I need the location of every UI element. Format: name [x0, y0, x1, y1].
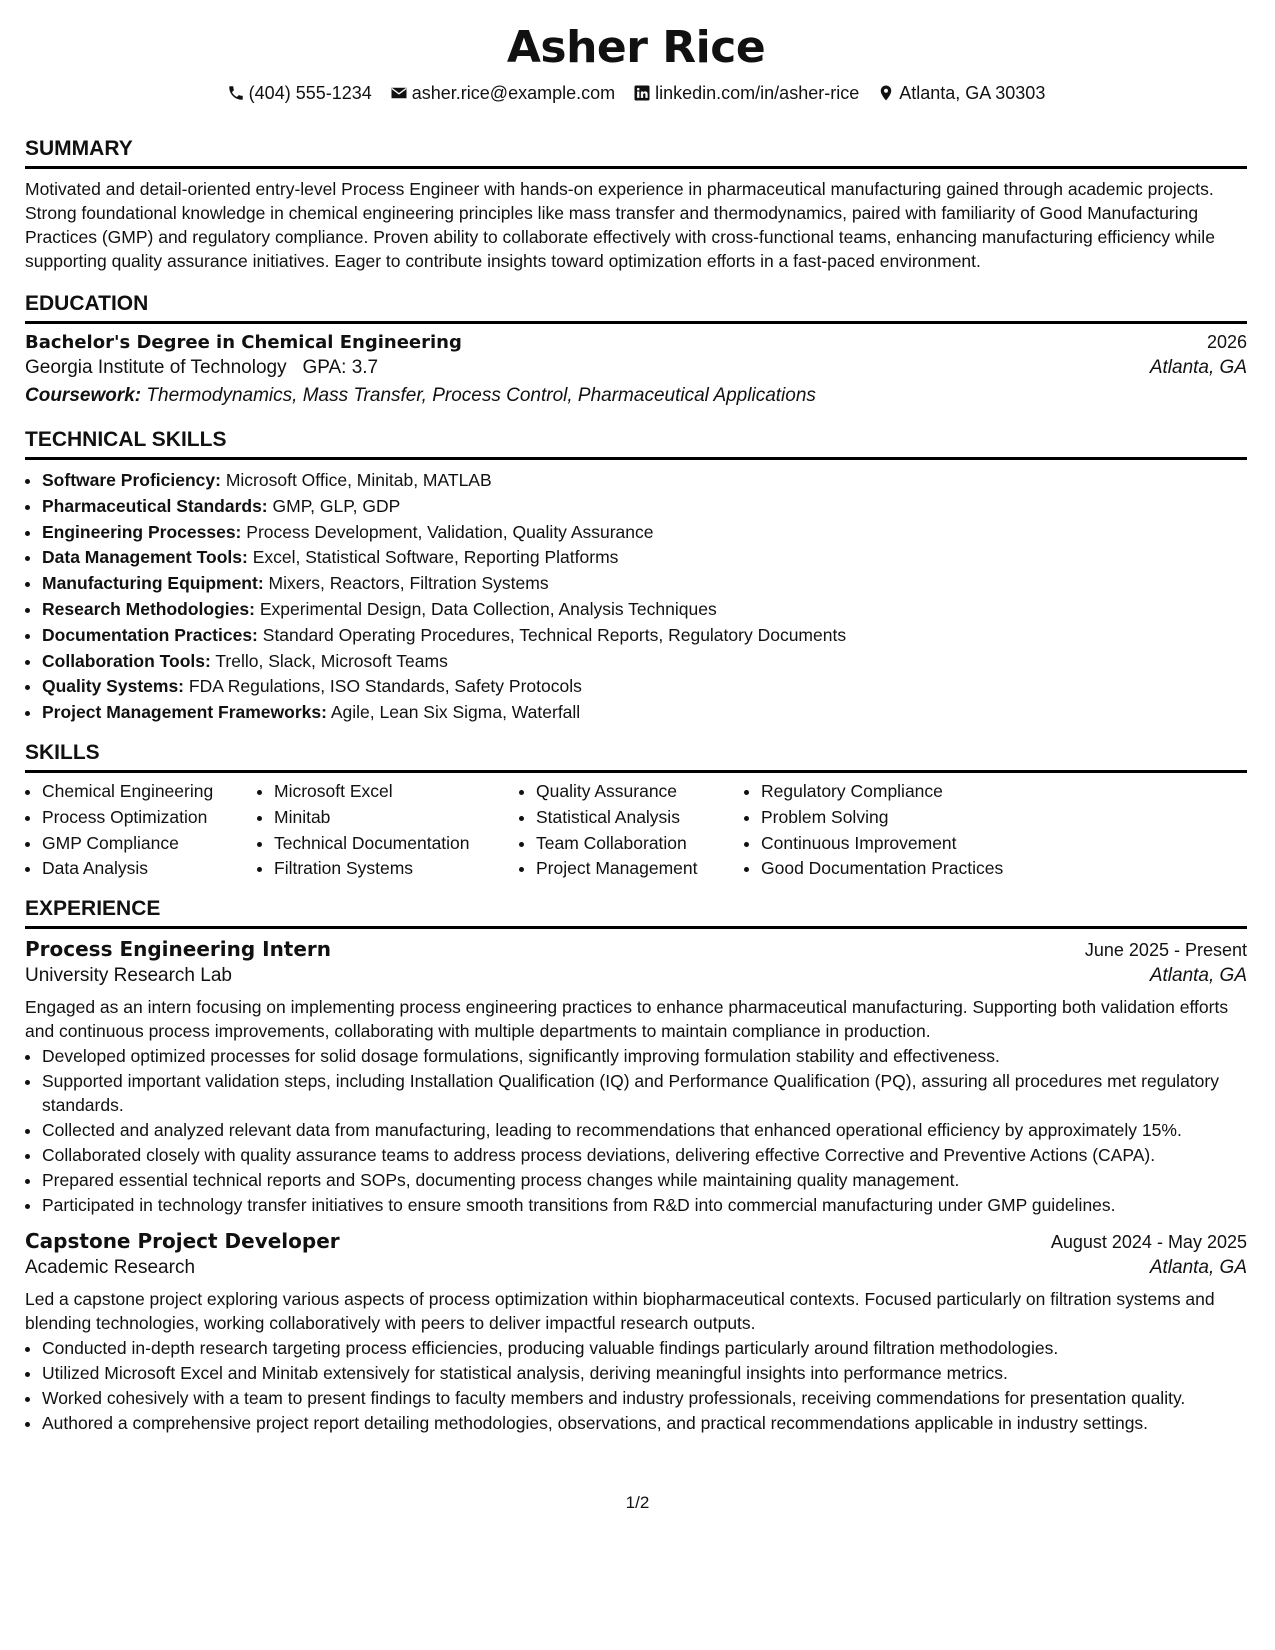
tech-skill-label: Project Management Frameworks: — [42, 702, 327, 723]
graduation-year: 2026 — [1206, 332, 1247, 352]
experience-header-row — [25, 937, 1247, 961]
coursework-line — [25, 385, 1247, 407]
skill-item: • Continuous Improvement — [761, 831, 1061, 857]
skill-item: • Minitab — [274, 805, 519, 831]
tech-skill-value: Process Development, Validation, Quality Assurance — [246, 521, 654, 542]
skill-item: • GMP Compliance — [42, 831, 257, 857]
skill-item: • Filtration Systems — [274, 856, 519, 882]
skill-item: • Project Management — [536, 856, 744, 882]
tech-skill-label: Documentation Practices: — [42, 624, 258, 645]
experience-entry — [25, 1229, 1247, 1435]
tech-skill-label: Pharmaceutical Standards: — [42, 495, 268, 516]
job-bullet: • Worked cohesively with a team to present findings to faculty members and industry professionals, receiving commendations for presentation quality. — [42, 1386, 1247, 1410]
phone-text: (404) 555-1234 — [248, 83, 372, 103]
tech-skill-label: Quality Systems: — [42, 676, 184, 697]
job-bullet: • Supported important validation steps, including Installation Qualification (IQ) and Performance Qualification (PQ), assuring all procedures met regulatory standards. — [42, 1069, 1247, 1117]
tech-skill-item — [42, 597, 1247, 623]
degree-title: Bachelor's Degree in Chemical Engineering — [25, 332, 462, 353]
skill-item: • Quality Assurance — [536, 779, 744, 805]
skills-column — [519, 779, 744, 882]
job-bullet: • Conducted in-depth research targeting process efficiencies, producing valuable findings particularly around filtration methodologies. — [42, 1336, 1247, 1360]
coursework-list: Thermodynamics, Mass Transfer, Process Control, Pharmaceutical Applications — [146, 385, 816, 406]
gpa: GPA: 3.7 — [302, 357, 379, 378]
experience-org-row — [25, 965, 1247, 987]
tech-skill-value: Agile, Lean Six Sigma, Waterfall — [330, 702, 581, 723]
contact-email[interactable] — [390, 80, 615, 106]
skill-item: • Team Collaboration — [536, 831, 744, 857]
tech-skill-item — [42, 520, 1247, 546]
experience-section — [25, 896, 1247, 1435]
tech-skill-value: Trello, Slack, Microsoft Teams — [215, 650, 448, 671]
tech-skill-label: Collaboration Tools: — [42, 650, 211, 671]
organization: Academic Research — [25, 1257, 196, 1279]
job-bullet: • Prepared essential technical reports and SOPs, documenting process changes while maintaining quality management. — [42, 1168, 1247, 1192]
tech-skill-label: Research Methodologies: — [42, 598, 255, 619]
tech-skill-value: GMP, GLP, GDP — [272, 495, 401, 516]
skills-grid — [25, 779, 1247, 882]
education-section — [25, 291, 1247, 407]
map-pin-icon — [877, 84, 895, 102]
phone-icon — [227, 84, 245, 102]
tech-skill-label: Manufacturing Equipment: — [42, 573, 264, 594]
experience-entry — [25, 937, 1247, 1217]
job-bullet: • Developed optimized processes for solid dosage formulations, significantly improving formulation stability and effectiveness. — [42, 1044, 1247, 1068]
tech-skill-item — [42, 649, 1247, 675]
contact-phone[interactable] — [227, 80, 372, 106]
contact-location — [877, 80, 1045, 106]
skill-item: • Chemical Engineering — [42, 779, 257, 805]
experience-org-row — [25, 1257, 1247, 1279]
school-line — [25, 357, 378, 379]
job-description: Led a capstone project exploring various aspects of process optimization within biopharmaceutical contexts. Focused particularly on filtration systems and blending technologies, working collaboratively with peers to deliver impactful research outputs. — [25, 1289, 1215, 1334]
job-bullets — [25, 1044, 1247, 1217]
skill-item: • Statistical Analysis — [536, 805, 744, 831]
education-header-row — [25, 332, 1247, 353]
linkedin-text: linkedin.com/in/asher-rice — [655, 83, 860, 103]
tech-skill-value: FDA Regulations, ISO Standards, Safety Protocols — [188, 676, 582, 697]
linkedin-icon — [633, 84, 651, 102]
tech-skill-value: Excel, Statistical Software, Reporting Platforms — [252, 547, 619, 568]
school-name: Georgia Institute of Technology — [25, 357, 287, 378]
job-bullet: • Participated in technology transfer initiatives to ensure smooth transitions from R&D into commercial manufacturing under GMP guidelines. — [42, 1193, 1247, 1217]
skill-item: • Regulatory Compliance — [761, 779, 1061, 805]
tech-skill-item — [42, 468, 1247, 494]
tech-skill-item — [42, 571, 1247, 597]
summary-section — [25, 136, 1247, 273]
summary-heading: SUMMARY — [25, 136, 1247, 169]
tech-skill-value: Microsoft Office, Minitab, MATLAB — [225, 470, 492, 490]
tech-skill-label: Software Proficiency: — [42, 470, 221, 490]
page-number: 1/2 — [625, 1493, 650, 1512]
summary-text: Motivated and detail-oriented entry-level Process Engineer with hands-on experience in pharmaceutical manufacturing gained through academic projects. Strong foundational knowledge in chemical engineering principles like mass transfer and thermodynamics, paired with familiarity of Good Manufacturing Practices (GMP) and regulatory compliance. Proven ability to collaborate effectively with cross-functional teams, enhancing manufacturing efficiency while supporting quality assurance initiatives. Eager to contribute insights toward optimization efforts in a fast-paced environment. — [25, 179, 1215, 271]
skill-item: • Process Optimization — [42, 805, 257, 831]
skill-item: • Good Documentation Practices — [761, 856, 1061, 882]
envelope-icon — [390, 84, 408, 102]
technical-skills-list — [25, 468, 1247, 726]
tech-skill-item — [42, 494, 1247, 520]
technical-skills-heading: TECHNICAL SKILLS — [25, 427, 1247, 460]
school-location: Atlanta, GA — [1149, 357, 1247, 378]
contact-bar — [25, 80, 1247, 106]
tech-skill-item — [42, 623, 1247, 649]
education-heading: EDUCATION — [25, 291, 1247, 324]
candidate-name: Asher Rice — [506, 22, 766, 73]
job-description: Engaged as an intern focusing on implementing process engineering practices to enhance pharmaceutical manufacturing. Supporting both validation efforts and continuous process improvements, collaborating with multiple departments to maintain compliance in production. — [25, 997, 1229, 1042]
job-location: Atlanta, GA — [1149, 1257, 1247, 1279]
contact-linkedin[interactable] — [633, 80, 859, 106]
job-location: Atlanta, GA — [1149, 965, 1247, 987]
location-text: Atlanta, GA 30303 — [899, 83, 1046, 103]
job-title: Capstone Project Developer — [25, 1229, 340, 1254]
skills-heading: SKILLS — [25, 740, 1247, 773]
experience-heading: EXPERIENCE — [25, 896, 1247, 929]
skills-column — [257, 779, 519, 882]
skills-column — [25, 779, 257, 882]
skill-item: • Microsoft Excel — [274, 779, 519, 805]
job-title: Process Engineering Intern — [25, 937, 332, 962]
technical-skills-section — [25, 427, 1247, 726]
job-dates: June 2025 - Present — [1084, 940, 1247, 961]
tech-skill-item — [42, 700, 1247, 726]
resume-page — [25, 18, 1247, 1435]
tech-skill-label: Engineering Processes: — [42, 521, 242, 542]
job-bullet: • Collected and analyzed relevant data from manufacturing, leading to recommendations that enhanced operational efficiency by approximately 15%. — [42, 1118, 1247, 1142]
email-text: asher.rice@example.com — [411, 83, 616, 103]
job-bullet: • Authored a comprehensive project report detailing methodologies, observations, and practical recommendations applicable in industry settings. — [42, 1411, 1247, 1435]
skill-item: • Data Analysis — [42, 856, 257, 882]
experience-header-row — [25, 1229, 1247, 1253]
education-school-row — [25, 357, 1247, 379]
job-bullets — [25, 1336, 1247, 1435]
tech-skill-value: Standard Operating Procedures, Technical Reports, Regulatory Documents — [262, 624, 847, 645]
skills-column — [744, 779, 1061, 882]
skills-section — [25, 740, 1247, 882]
tech-skill-value: Experimental Design, Data Collection, Analysis Techniques — [259, 598, 717, 619]
job-dates: August 2024 - May 2025 — [1050, 1232, 1247, 1253]
job-bullet: • Utilized Microsoft Excel and Minitab extensively for statistical analysis, deriving meaningful insights into performance metrics. — [42, 1361, 1247, 1385]
coursework-label: Coursework: — [25, 385, 142, 406]
tech-skill-item — [42, 674, 1247, 700]
tech-skill-item — [42, 545, 1247, 571]
job-bullet: • Collaborated closely with quality assurance teams to address process deviations, delivering effective Corrective and Preventive Actions (CAPA). — [42, 1143, 1247, 1167]
skill-item: • Problem Solving — [761, 805, 1061, 831]
tech-skill-value: Mixers, Reactors, Filtration Systems — [268, 573, 549, 594]
organization: University Research Lab — [25, 965, 232, 987]
skill-item: • Technical Documentation — [274, 831, 519, 857]
tech-skill-label: Data Management Tools: — [42, 547, 248, 568]
